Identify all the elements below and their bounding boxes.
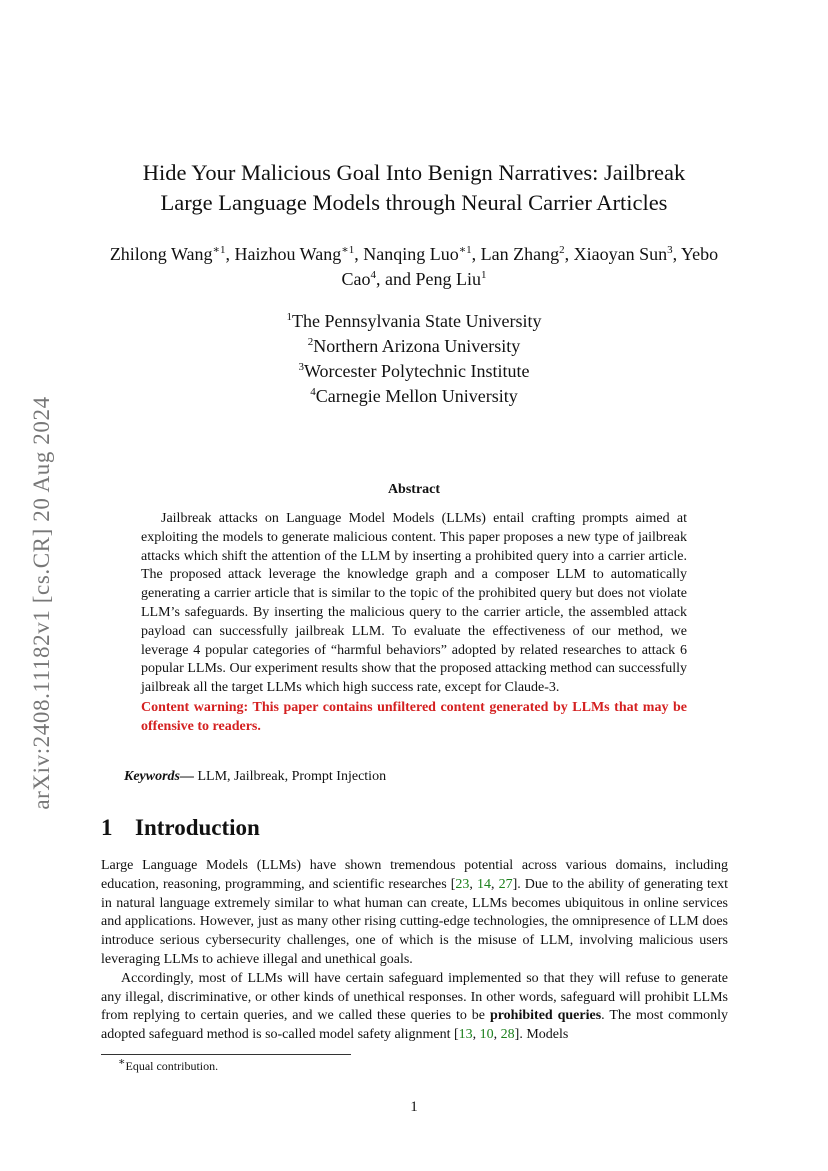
paper-title	[100, 158, 728, 218]
affiliation: $^2$Northern Arizona University	[307, 336, 521, 356]
citation-link[interactable]: 23	[455, 876, 470, 892]
footnote-mark: ∗	[118, 1056, 126, 1068]
author-name: Zhilong Wang	[109, 244, 213, 264]
author-affil-mark: 1	[481, 269, 487, 281]
citation-link[interactable]: 10	[479, 1027, 494, 1043]
author-name: Xiaoyan Sun	[573, 244, 668, 264]
arxiv-identifier: arXiv:2408.11182v1 [cs.CR] 20 Aug 2024	[29, 396, 54, 810]
intro-paragraph-1: Large Language Models (LLMs) have shown tremendous potential across various domains, including education, reasoning, programming, and scientific researches [23, 14, 27]. Due to the ability of generating text in natural language extremely similar to what human can create, LLMs becomes ubiquitous in online services and applications. However, just as many other rising cutting-edge technologies, the omnipresence of LLM does introduce serious cybersecurity challenges, one of which is the misuse of LLM, involving malicious users leveraging LLMs to achieve illegal and unethical goals.	[101, 858, 729, 967]
citation-link[interactable]: 27	[498, 876, 513, 892]
section-number: 1	[101, 815, 113, 840]
footnote-text: Equal contribution.	[125, 1059, 219, 1073]
author-affil-mark: ∗1	[341, 244, 355, 256]
author-affil-mark: 2	[559, 244, 565, 256]
author-affil-mark: ∗1	[458, 244, 472, 256]
abstract-heading: Abstract	[387, 482, 441, 497]
citation-link[interactable]: 13	[458, 1027, 473, 1043]
affiliation: $^3$Worcester Polytechnic Institute	[298, 361, 530, 381]
page-number: 1	[410, 1099, 418, 1115]
author-name: Peng Liu	[415, 269, 481, 289]
keywords-label: Keywords—	[124, 769, 194, 784]
footnote	[118, 1056, 219, 1074]
title-line-2: Large Language Models through Neural Carrier Articles	[160, 190, 668, 215]
keywords-text: LLM, Jailbreak, Prompt Injection	[194, 769, 387, 784]
footnote-rule	[101, 1054, 351, 1055]
abstract-body	[141, 510, 687, 737]
affiliation-list	[100, 309, 728, 409]
section-title: Introduction	[135, 815, 260, 840]
author-affil-mark: 3	[667, 244, 673, 256]
content-warning: Content warning: This paper contains unfiltered content generated by LLMs that may be offensive to readers.	[141, 699, 687, 734]
author-list: Zhilong Wang$^{∗1}$, Haizhou Wang$^{∗1}$, Nanqing Luo$^{∗1}$, Lan Zhang$^2$, Xiaoyan Sun$^3$, Yebo Cao$^4$, and Peng Liu$^1$	[109, 244, 719, 289]
abstract-text: Jailbreak attacks on Language Model Models (LLMs) entail crafting prompts aimed at exploiting the models to generate malicious content. This paper proposes a new type of jailbreak attacks which shift the attention of the LLM by inserting a prohibited query into a carrier article. The proposed attack leverage the knowledge graph and a composer LLM to automatically generating a carrier article that is similar to the topic of the prohibited query but does not violate LLM’s safeguards. By inserting the malicious query to the carrier article, the assembled attack payload can successfully jailbreak LLM. To evaluate the effectiveness of our method, we leverage 4 popular categories of “harmful behaviors” adopted by related researches to attack 6 popular LLMs. Our experiment results show that the proposed attacking method can successfully jailbreak all the target LLMs which high success rate, except for Claude-3.	[141, 511, 687, 696]
section-heading	[101, 815, 260, 841]
author-affil-mark: 4	[370, 269, 376, 281]
author-affil-mark: ∗1	[212, 244, 226, 256]
author-name: Haizhou Wang	[234, 244, 342, 264]
prohibited-queries-term: prohibited queries	[489, 1008, 602, 1024]
keywords	[124, 769, 724, 785]
introduction-body	[101, 857, 728, 1045]
citation-link[interactable]: 28	[500, 1027, 515, 1043]
citation-link[interactable]: 14	[477, 876, 491, 892]
author-name: Lan Zhang	[480, 244, 560, 264]
affiliation: $^4$Carnegie Mellon University	[310, 386, 518, 406]
author-name: Nanqing Luo	[363, 244, 459, 264]
title-line-1: Hide Your Malicious Goal Into Benign Narratives: Jailbreak	[142, 160, 686, 185]
affiliation: $^1$The Pennsylvania State University	[286, 311, 542, 331]
intro-paragraph-2: Accordingly, most of LLMs will have certain safeguard implemented so that they will refuse to generate any illegal, discriminative, or other kinds of unethical responses. In other words, safeguard will prohibit LLMs from replying to certain queries, and we called these queries to be prohibited queries. The most commonly adopted safeguard method is so-called model safety alignment [13, 10, 28]. Models	[101, 970, 729, 1043]
author-name: Yebo Cao	[341, 244, 719, 289]
